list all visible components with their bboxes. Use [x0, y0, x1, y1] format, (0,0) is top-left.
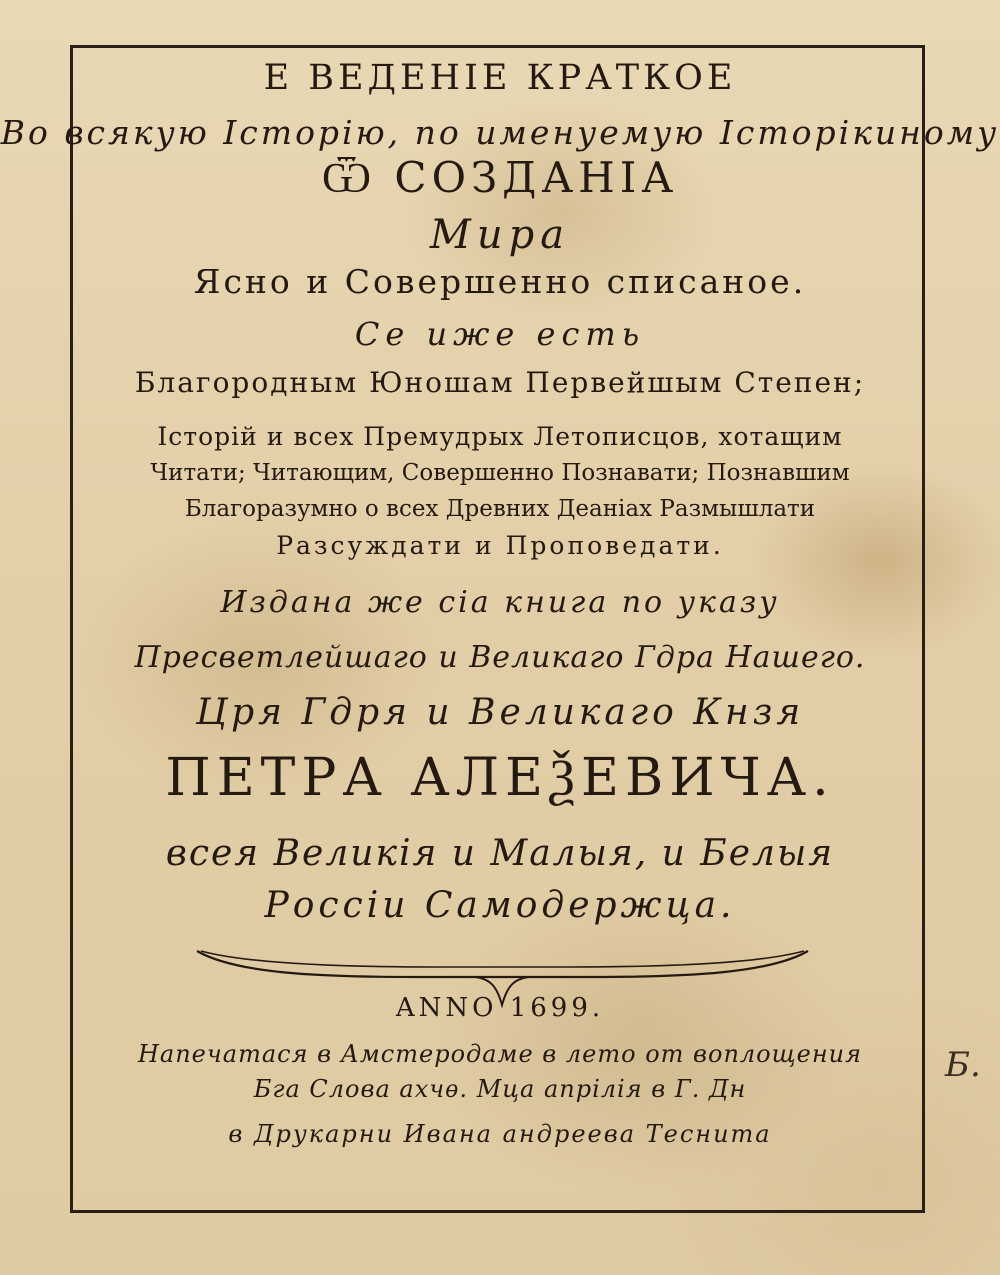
- title-line-4: Мира: [429, 212, 571, 258]
- imprint-line-2: Бга Слова ахчѳ. Мца апрілія в Г. Дн: [253, 1075, 747, 1103]
- title-line-8: Історій и всех Премудрых Летописцов, хотащим: [157, 422, 843, 451]
- title-line-10: Благоразумно о всех Древних Деаніах Размышлати: [184, 496, 816, 522]
- imprint-line-3: в Друкарни Ивана андреева Теснита: [228, 1120, 772, 1148]
- title-line-3: Ѿ СОЗДАНІА: [321, 153, 679, 202]
- margin-handwritten-note: Б.: [945, 1045, 981, 1085]
- title-line-5: Ясно и Совершенно списаное.: [193, 262, 807, 301]
- title-line-7: Благородным Юношам Первейшым Степен;: [134, 366, 866, 399]
- title-line-16: всея Великія и Малыя, и Белыя: [165, 833, 835, 874]
- title-line-14: Цря Гдря и Великаго Кнзя: [195, 692, 805, 733]
- title-line-2: Во всякую Історію, по именуемую Історікиному: [0, 113, 1000, 152]
- imprint-line-1: Напечатася в Амстеродаме в лето от воплощения: [137, 1040, 863, 1068]
- title-line-1: Е ВЕДЕНІЕ КРАТКОЕ: [263, 58, 737, 98]
- title-line-12: Издана же сіа книга по указу: [220, 585, 780, 620]
- title-line-6: Се иже есть: [354, 315, 646, 353]
- title-line-13: Пресветлейшаго и Великаго Гдра Нашего.: [134, 640, 866, 675]
- title-line-17: Россіи Самодержца.: [264, 885, 736, 926]
- title-line-11: Разсуждати и Проповедати.: [276, 531, 724, 560]
- title-line-9: Читати; Читающим, Совершенно Познавати; Познавшим: [150, 460, 850, 486]
- title-line-15: ПЕТРА АЛЕѮЕВИЧА.: [165, 748, 835, 808]
- publication-year: ANNO 1699.: [395, 993, 605, 1023]
